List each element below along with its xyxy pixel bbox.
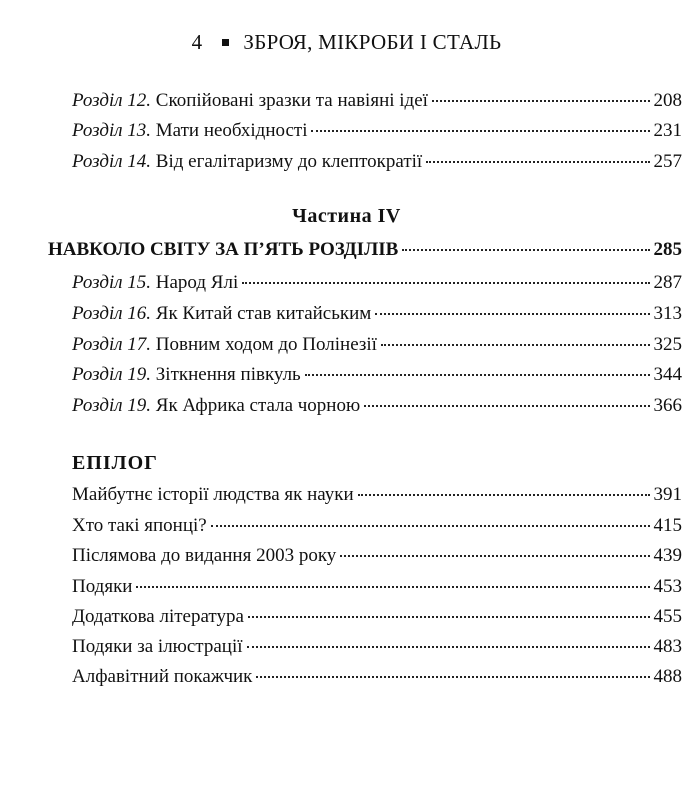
- page-ref: 415: [653, 515, 682, 536]
- toc-entry: [72, 271, 682, 295]
- toc-entry: [72, 89, 682, 113]
- dot-leader: [248, 615, 650, 618]
- book-title: ЗБРОЯ, МІКРОБИ І СТАЛЬ: [243, 30, 502, 54]
- chapter-number: Розділ 17.: [72, 334, 152, 355]
- part-title: НАВКОЛО СВІТУ ЗА П’ЯТЬ РОЗДІЛІВ: [48, 239, 399, 260]
- chapter-number: Розділ 19.: [72, 395, 152, 416]
- toc-entry: [72, 363, 682, 387]
- chapter-number: Розділ 12.: [72, 90, 152, 111]
- dot-leader: [375, 312, 649, 315]
- entry-title: Алфавітний покажчик: [72, 666, 253, 687]
- toc-entry: [72, 302, 682, 326]
- entry-title: Хто такі японці?: [72, 515, 207, 536]
- toc-entry: [72, 514, 682, 538]
- toc-entry: [72, 394, 682, 418]
- chapter-title: Як Китай став китайським: [155, 303, 372, 324]
- dot-leader: [311, 129, 649, 132]
- chapter-number: Розділ 13.: [72, 120, 152, 141]
- dot-leader: [426, 160, 649, 163]
- dot-leader: [432, 99, 650, 102]
- square-bullet-icon: [222, 39, 229, 46]
- toc-entry: [72, 605, 682, 629]
- toc-entry: [72, 635, 682, 659]
- chapter-number: Розділ 16.: [72, 303, 152, 324]
- page-ref: 488: [653, 666, 682, 687]
- page-number: 4: [191, 30, 203, 54]
- entry-title: Подяки: [72, 576, 133, 597]
- chapter-number: Розділ 19.: [72, 364, 152, 385]
- entry-title: Післямова до видання 2003 року: [72, 545, 337, 566]
- dot-leader: [402, 248, 649, 251]
- dot-leader: [136, 585, 649, 588]
- chapter-title: Зіткнення півкуль: [155, 364, 301, 385]
- running-header: [0, 30, 693, 55]
- page-ref: 453: [653, 576, 682, 597]
- page-ref: 257: [653, 151, 682, 172]
- page-ref: 208: [653, 90, 682, 111]
- page-ref: 366: [653, 395, 682, 416]
- chapter-number: Розділ 15.: [72, 272, 152, 293]
- chapter-title: Повним ходом до Полінезії: [155, 334, 377, 355]
- page-ref: 285: [653, 239, 682, 260]
- entry-title: Подяки за ілюстрації: [72, 636, 243, 657]
- dot-leader: [256, 675, 649, 678]
- toc-entry: [72, 575, 682, 599]
- toc-entry: [72, 483, 682, 507]
- dot-leader: [247, 645, 650, 648]
- chapter-title: Мати необхідності: [155, 120, 308, 141]
- page-ref: 344: [653, 364, 682, 385]
- toc-entry: [72, 150, 682, 174]
- page-ref: 231: [653, 120, 682, 141]
- chapter-title: Народ Ялі: [155, 272, 239, 293]
- page-ref: 391: [653, 484, 682, 505]
- epilogue-heading: ЕПІЛОГ: [72, 452, 158, 474]
- chapter-title: Від егалітаризму до клептократії: [155, 151, 423, 172]
- dot-leader: [381, 343, 650, 346]
- chapter-title: Як Африка стала чорною: [155, 395, 361, 416]
- part-entry: [48, 238, 682, 262]
- dot-leader: [358, 493, 650, 496]
- dot-leader: [364, 404, 649, 407]
- toc-entry: [72, 119, 682, 143]
- page-ref: 325: [653, 334, 682, 355]
- entry-title: Майбутнє історії людства як науки: [72, 484, 354, 505]
- page-ref: 439: [653, 545, 682, 566]
- page-ref: 313: [653, 303, 682, 324]
- toc-entry: [72, 544, 682, 568]
- chapter-number: Розділ 14.: [72, 151, 152, 172]
- part-label: Частина IV: [292, 205, 401, 227]
- page-ref: 287: [653, 272, 682, 293]
- page-ref: 455: [653, 606, 682, 627]
- dot-leader: [211, 524, 650, 527]
- toc-entry: [72, 665, 682, 689]
- dot-leader: [340, 554, 649, 557]
- dot-leader: [305, 373, 650, 376]
- toc-entry: [72, 333, 682, 357]
- page-ref: 483: [653, 636, 682, 657]
- chapter-title: Скопійовані зразки та навіяні ідеї: [155, 90, 428, 111]
- entry-title: Додаткова література: [72, 606, 244, 627]
- dot-leader: [242, 281, 649, 284]
